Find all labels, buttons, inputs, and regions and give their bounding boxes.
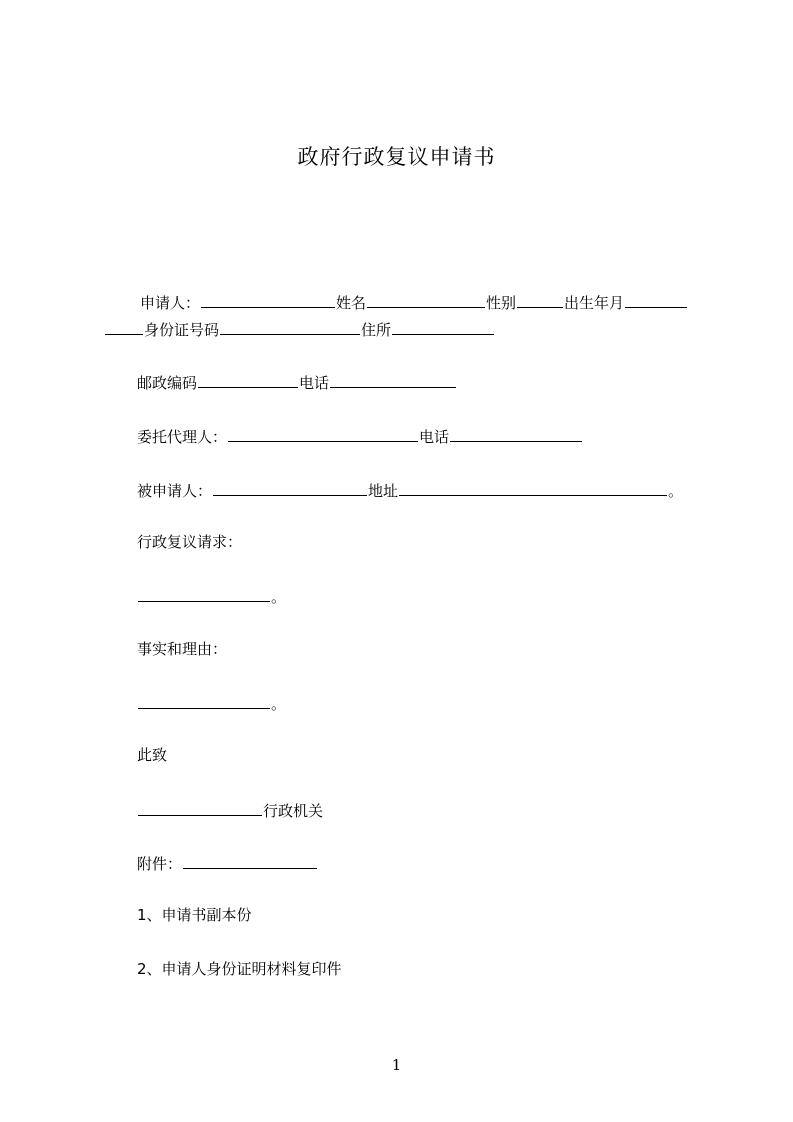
respondent-address-label: 地址 — [368, 482, 399, 500]
postcode-label: 邮政编码 — [137, 374, 198, 392]
respondent-label: 被申请人： — [137, 482, 213, 500]
attachments-blank[interactable] — [183, 852, 317, 869]
agent-blank[interactable] — [228, 425, 418, 442]
respondent-end: 。 — [668, 482, 684, 500]
facts-line — [137, 692, 286, 714]
gender-label: 性别 — [486, 294, 517, 312]
birth-blank-continued[interactable] — [105, 318, 143, 335]
request-heading: 行政复议请求： — [137, 533, 243, 551]
postal-line — [137, 371, 457, 393]
request-end: 。 — [271, 588, 287, 606]
document-title: 政府行政复议申请书 — [297, 145, 496, 169]
phone-blank[interactable] — [330, 371, 456, 388]
attachments-line — [137, 852, 318, 874]
attachment-item-2: 2、申请人身份证明材料复印件 — [137, 960, 342, 978]
address-blank[interactable] — [392, 318, 494, 335]
birth-label: 出生年月 — [564, 294, 625, 312]
applicant-line-continued — [104, 318, 495, 340]
birth-blank[interactable] — [625, 291, 687, 308]
salutation: 此致 — [137, 746, 168, 764]
request-line — [137, 585, 286, 607]
attachments-label: 附件： — [137, 855, 183, 873]
applicant-blank[interactable] — [201, 291, 335, 308]
attachment-item-1: 1、申请书副本份 — [137, 906, 252, 924]
page-number: 1 — [391, 1056, 402, 1074]
address-label: 住所 — [361, 321, 392, 339]
applicant-label: 申请人： — [140, 294, 201, 312]
request-blank[interactable] — [138, 585, 270, 602]
applicant-line — [140, 291, 688, 313]
gender-blank[interactable] — [517, 291, 563, 308]
agent-line — [137, 425, 583, 447]
name-blank[interactable] — [367, 291, 485, 308]
authority-line — [137, 799, 323, 821]
agent-phone-blank[interactable] — [450, 425, 582, 442]
respondent-line — [137, 479, 683, 501]
id-label: 身份证号码 — [144, 321, 220, 339]
id-blank[interactable] — [220, 318, 360, 335]
postcode-blank[interactable] — [198, 371, 298, 388]
agent-label: 委托代理人： — [137, 428, 228, 446]
authority-suffix: 行政机关 — [263, 802, 324, 820]
phone-label: 电话 — [299, 374, 330, 392]
authority-blank[interactable] — [138, 799, 262, 816]
facts-blank[interactable] — [138, 692, 270, 709]
facts-heading: 事实和理由： — [137, 640, 228, 658]
respondent-blank[interactable] — [213, 479, 367, 496]
agent-phone-label: 电话 — [419, 428, 450, 446]
facts-end: 。 — [271, 695, 287, 713]
respondent-address-blank[interactable] — [399, 479, 667, 496]
name-label: 姓名 — [336, 294, 367, 312]
